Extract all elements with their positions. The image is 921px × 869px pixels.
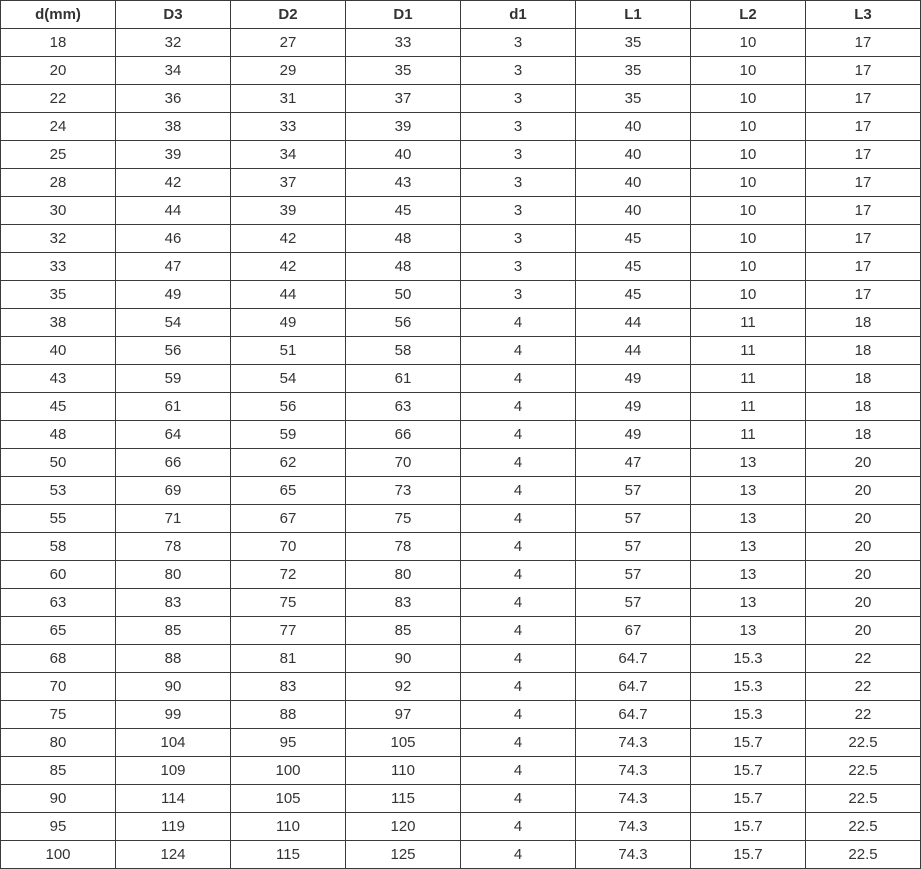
table-row	[1, 533, 921, 561]
table-cell: 4	[461, 617, 576, 645]
table-cell: 80	[346, 561, 461, 589]
table-cell: 17	[806, 253, 921, 281]
table-cell: 35	[576, 29, 691, 57]
table-row	[1, 505, 921, 533]
table-cell: 69	[116, 477, 231, 505]
table-cell: 67	[231, 505, 346, 533]
table-cell: 3	[461, 85, 576, 113]
table-header-row	[1, 1, 921, 29]
table-cell: 13	[691, 589, 806, 617]
table-cell: 39	[116, 141, 231, 169]
table-cell: 3	[461, 29, 576, 57]
table-cell: 34	[231, 141, 346, 169]
table-cell: 48	[346, 253, 461, 281]
table-row	[1, 253, 921, 281]
table-cell: 105	[346, 729, 461, 757]
table-cell: 63	[346, 393, 461, 421]
table-cell: 119	[116, 813, 231, 841]
table-cell: 15.7	[691, 813, 806, 841]
table-cell: 65	[231, 477, 346, 505]
table-cell: 18	[1, 29, 116, 57]
table-cell: 4	[461, 561, 576, 589]
table-cell: 83	[116, 589, 231, 617]
table-cell: 57	[576, 505, 691, 533]
table-cell: 90	[116, 673, 231, 701]
table-cell: 45	[1, 393, 116, 421]
table-cell: 18	[806, 421, 921, 449]
table-cell: 40	[576, 113, 691, 141]
table-row	[1, 393, 921, 421]
table-cell: 10	[691, 29, 806, 57]
table-row	[1, 757, 921, 785]
table-cell: 13	[691, 561, 806, 589]
table-cell: 68	[1, 645, 116, 673]
table-cell: 4	[461, 701, 576, 729]
table-cell: 74.3	[576, 841, 691, 869]
table-cell: 72	[231, 561, 346, 589]
table-cell: 42	[116, 169, 231, 197]
table-cell: 61	[116, 393, 231, 421]
table-cell: 62	[231, 449, 346, 477]
table-cell: 3	[461, 57, 576, 85]
table-cell: 83	[231, 673, 346, 701]
table-cell: 92	[346, 673, 461, 701]
table-cell: 38	[1, 309, 116, 337]
table-cell: 10	[691, 57, 806, 85]
table-cell: 3	[461, 225, 576, 253]
table-cell: 85	[346, 617, 461, 645]
table-cell: 3	[461, 169, 576, 197]
table-cell: 17	[806, 169, 921, 197]
table-row	[1, 29, 921, 57]
table-cell: 32	[116, 29, 231, 57]
table-row	[1, 449, 921, 477]
table-cell: 74.3	[576, 785, 691, 813]
table-row	[1, 589, 921, 617]
table-cell: 20	[806, 449, 921, 477]
column-header: D3	[116, 1, 231, 29]
table-body	[1, 29, 921, 869]
column-header: L2	[691, 1, 806, 29]
table-cell: 4	[461, 645, 576, 673]
table-cell: 32	[1, 225, 116, 253]
table-cell: 4	[461, 393, 576, 421]
table-cell: 22.5	[806, 841, 921, 869]
table-cell: 15.7	[691, 785, 806, 813]
table-cell: 3	[461, 197, 576, 225]
table-cell: 39	[346, 113, 461, 141]
table-cell: 40	[576, 197, 691, 225]
table-cell: 4	[461, 785, 576, 813]
table-cell: 15.3	[691, 673, 806, 701]
column-header: D1	[346, 1, 461, 29]
table-cell: 15.3	[691, 645, 806, 673]
table-cell: 105	[231, 785, 346, 813]
table-cell: 35	[576, 85, 691, 113]
table-cell: 4	[461, 421, 576, 449]
table-cell: 35	[346, 57, 461, 85]
table-cell: 33	[1, 253, 116, 281]
table-row	[1, 309, 921, 337]
table-cell: 99	[116, 701, 231, 729]
table-cell: 95	[231, 729, 346, 757]
table-cell: 22.5	[806, 757, 921, 785]
table-cell: 42	[231, 225, 346, 253]
table-row	[1, 337, 921, 365]
table-cell: 54	[231, 365, 346, 393]
table-cell: 40	[576, 169, 691, 197]
table-cell: 88	[231, 701, 346, 729]
table-cell: 17	[806, 29, 921, 57]
table-cell: 20	[806, 477, 921, 505]
table-cell: 24	[1, 113, 116, 141]
table-cell: 64	[116, 421, 231, 449]
table-row	[1, 421, 921, 449]
table-row	[1, 673, 921, 701]
table-cell: 81	[231, 645, 346, 673]
table-cell: 75	[1, 701, 116, 729]
table-cell: 18	[806, 365, 921, 393]
column-header: d1	[461, 1, 576, 29]
table-cell: 20	[806, 589, 921, 617]
table-cell: 125	[346, 841, 461, 869]
table-cell: 4	[461, 337, 576, 365]
table-cell: 43	[346, 169, 461, 197]
table-cell: 20	[806, 533, 921, 561]
table-cell: 4	[461, 757, 576, 785]
table-cell: 18	[806, 393, 921, 421]
table-row	[1, 477, 921, 505]
table-cell: 40	[346, 141, 461, 169]
table-cell: 15.3	[691, 701, 806, 729]
table-cell: 11	[691, 337, 806, 365]
table-row	[1, 645, 921, 673]
table-cell: 4	[461, 729, 576, 757]
table-cell: 4	[461, 841, 576, 869]
table-cell: 95	[1, 813, 116, 841]
table-cell: 20	[806, 617, 921, 645]
table-cell: 13	[691, 617, 806, 645]
table-cell: 78	[346, 533, 461, 561]
table-cell: 13	[691, 477, 806, 505]
table-cell: 28	[1, 169, 116, 197]
table-cell: 3	[461, 253, 576, 281]
table-cell: 36	[116, 85, 231, 113]
table-row	[1, 561, 921, 589]
table-cell: 11	[691, 365, 806, 393]
table-cell: 65	[1, 617, 116, 645]
table-cell: 29	[231, 57, 346, 85]
table-cell: 46	[116, 225, 231, 253]
table-row	[1, 169, 921, 197]
table-cell: 80	[1, 729, 116, 757]
table-cell: 47	[116, 253, 231, 281]
table-cell: 63	[1, 589, 116, 617]
table-cell: 49	[576, 393, 691, 421]
table-cell: 35	[1, 281, 116, 309]
table-cell: 13	[691, 449, 806, 477]
table-cell: 4	[461, 589, 576, 617]
table-cell: 17	[806, 225, 921, 253]
table-cell: 4	[461, 365, 576, 393]
table-cell: 45	[576, 225, 691, 253]
table-cell: 48	[1, 421, 116, 449]
table-cell: 38	[116, 113, 231, 141]
table-cell: 88	[116, 645, 231, 673]
table-cell: 37	[346, 85, 461, 113]
table-row	[1, 365, 921, 393]
column-header: d(mm)	[1, 1, 116, 29]
table-cell: 57	[576, 533, 691, 561]
table-cell: 74.3	[576, 729, 691, 757]
table-cell: 66	[116, 449, 231, 477]
table-cell: 109	[116, 757, 231, 785]
table-cell: 114	[116, 785, 231, 813]
table-row	[1, 701, 921, 729]
table-cell: 4	[461, 309, 576, 337]
table-cell: 10	[691, 85, 806, 113]
table-cell: 13	[691, 533, 806, 561]
table-cell: 100	[231, 757, 346, 785]
table-cell: 44	[231, 281, 346, 309]
column-header: L3	[806, 1, 921, 29]
table-cell: 64.7	[576, 645, 691, 673]
table-cell: 3	[461, 141, 576, 169]
table-cell: 22.5	[806, 813, 921, 841]
table-cell: 22	[806, 701, 921, 729]
table-cell: 57	[576, 561, 691, 589]
table-cell: 80	[116, 561, 231, 589]
table-cell: 18	[806, 337, 921, 365]
table-cell: 17	[806, 113, 921, 141]
table-cell: 60	[1, 561, 116, 589]
table-cell: 51	[231, 337, 346, 365]
table-cell: 30	[1, 197, 116, 225]
table-cell: 110	[346, 757, 461, 785]
table-cell: 70	[231, 533, 346, 561]
table-cell: 18	[806, 309, 921, 337]
table-row	[1, 197, 921, 225]
table-row	[1, 729, 921, 757]
table-cell: 15.7	[691, 729, 806, 757]
table-cell: 22.5	[806, 729, 921, 757]
table-cell: 120	[346, 813, 461, 841]
table-cell: 73	[346, 477, 461, 505]
table-cell: 10	[691, 169, 806, 197]
table-cell: 124	[116, 841, 231, 869]
table-cell: 56	[231, 393, 346, 421]
table-cell: 70	[1, 673, 116, 701]
table-cell: 4	[461, 477, 576, 505]
table-cell: 48	[346, 225, 461, 253]
table-cell: 70	[346, 449, 461, 477]
column-header: L1	[576, 1, 691, 29]
table-cell: 100	[1, 841, 116, 869]
table-cell: 37	[231, 169, 346, 197]
table-cell: 75	[231, 589, 346, 617]
table-cell: 10	[691, 225, 806, 253]
table-cell: 67	[576, 617, 691, 645]
table-cell: 56	[346, 309, 461, 337]
table-cell: 71	[116, 505, 231, 533]
table-row	[1, 57, 921, 85]
table-cell: 22	[806, 673, 921, 701]
table-cell: 115	[231, 841, 346, 869]
column-header: D2	[231, 1, 346, 29]
table-cell: 40	[1, 337, 116, 365]
table-cell: 45	[576, 253, 691, 281]
table-cell: 78	[116, 533, 231, 561]
table-cell: 17	[806, 197, 921, 225]
table-row	[1, 813, 921, 841]
table-cell: 58	[346, 337, 461, 365]
table-row	[1, 141, 921, 169]
table-cell: 59	[116, 365, 231, 393]
table-cell: 104	[116, 729, 231, 757]
table-cell: 17	[806, 85, 921, 113]
table-cell: 64.7	[576, 701, 691, 729]
table-cell: 55	[1, 505, 116, 533]
table-cell: 49	[576, 421, 691, 449]
table-cell: 11	[691, 393, 806, 421]
table-cell: 49	[576, 365, 691, 393]
table-cell: 17	[806, 281, 921, 309]
table-cell: 4	[461, 505, 576, 533]
table-cell: 110	[231, 813, 346, 841]
table-cell: 49	[231, 309, 346, 337]
table-cell: 25	[1, 141, 116, 169]
table-cell: 83	[346, 589, 461, 617]
table-cell: 10	[691, 141, 806, 169]
table-cell: 85	[116, 617, 231, 645]
table-cell: 39	[231, 197, 346, 225]
table-cell: 47	[576, 449, 691, 477]
table-cell: 53	[1, 477, 116, 505]
table-cell: 20	[1, 57, 116, 85]
table-cell: 64.7	[576, 673, 691, 701]
table-cell: 15.7	[691, 757, 806, 785]
table-cell: 90	[1, 785, 116, 813]
table-cell: 115	[346, 785, 461, 813]
table-cell: 44	[576, 309, 691, 337]
table-cell: 49	[116, 281, 231, 309]
table-cell: 3	[461, 281, 576, 309]
table-cell: 4	[461, 449, 576, 477]
table-cell: 74.3	[576, 813, 691, 841]
table-cell: 61	[346, 365, 461, 393]
table-cell: 33	[346, 29, 461, 57]
table-cell: 13	[691, 505, 806, 533]
table-cell: 22	[806, 645, 921, 673]
table-cell: 17	[806, 141, 921, 169]
table-cell: 4	[461, 533, 576, 561]
table-cell: 10	[691, 253, 806, 281]
table-cell: 22.5	[806, 785, 921, 813]
table-cell: 77	[231, 617, 346, 645]
table-cell: 22	[1, 85, 116, 113]
table-cell: 59	[231, 421, 346, 449]
table-cell: 11	[691, 309, 806, 337]
table-cell: 45	[346, 197, 461, 225]
table-cell: 57	[576, 589, 691, 617]
table-cell: 40	[576, 141, 691, 169]
table-cell: 20	[806, 561, 921, 589]
table-cell: 35	[576, 57, 691, 85]
table-row	[1, 225, 921, 253]
table-cell: 3	[461, 113, 576, 141]
table-row	[1, 841, 921, 869]
table-cell: 50	[1, 449, 116, 477]
table-cell: 15.7	[691, 841, 806, 869]
table-cell: 44	[116, 197, 231, 225]
table-cell: 75	[346, 505, 461, 533]
table-cell: 4	[461, 673, 576, 701]
table-cell: 43	[1, 365, 116, 393]
table-cell: 20	[806, 505, 921, 533]
table-cell: 10	[691, 197, 806, 225]
table-cell: 85	[1, 757, 116, 785]
table-cell: 33	[231, 113, 346, 141]
table-cell: 74.3	[576, 757, 691, 785]
table-cell: 11	[691, 421, 806, 449]
table-row	[1, 617, 921, 645]
table-cell: 17	[806, 57, 921, 85]
table-cell: 50	[346, 281, 461, 309]
table-cell: 10	[691, 281, 806, 309]
table-row	[1, 281, 921, 309]
table-cell: 58	[1, 533, 116, 561]
table-cell: 45	[576, 281, 691, 309]
table-cell: 42	[231, 253, 346, 281]
table-cell: 4	[461, 813, 576, 841]
table-row	[1, 113, 921, 141]
table-cell: 34	[116, 57, 231, 85]
table-cell: 10	[691, 113, 806, 141]
table-cell: 56	[116, 337, 231, 365]
table-row	[1, 85, 921, 113]
table-cell: 27	[231, 29, 346, 57]
table-cell: 66	[346, 421, 461, 449]
table-cell: 31	[231, 85, 346, 113]
table-cell: 97	[346, 701, 461, 729]
table-row	[1, 785, 921, 813]
table-cell: 57	[576, 477, 691, 505]
table-cell: 90	[346, 645, 461, 673]
table-cell: 44	[576, 337, 691, 365]
table-cell: 54	[116, 309, 231, 337]
